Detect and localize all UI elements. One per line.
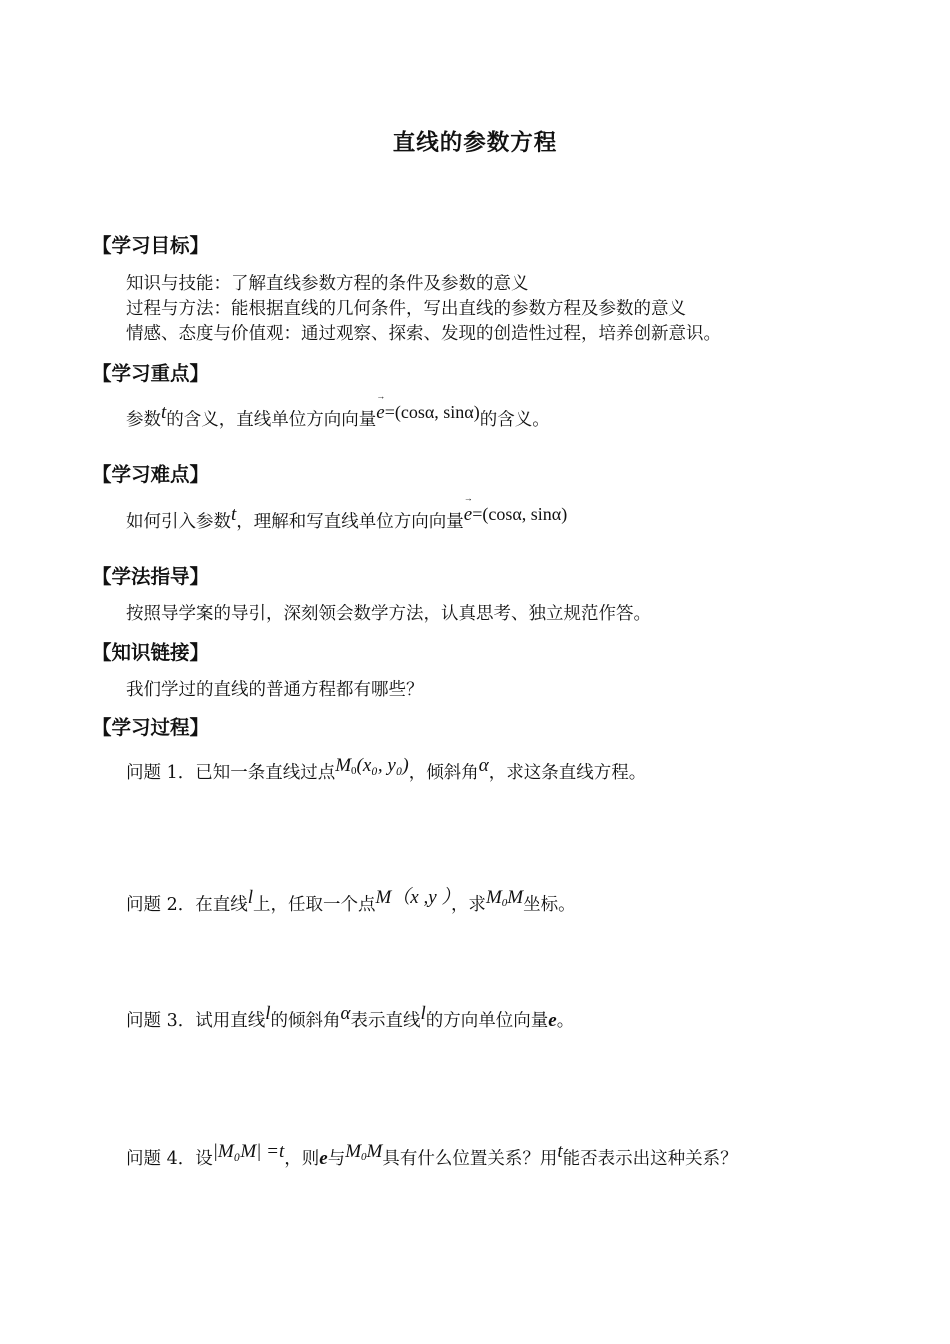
q1-point-sub: 0 xyxy=(351,765,357,777)
goals-line-1: 知识与技能：了解直线参数方程的条件及参数的意义 xyxy=(126,274,529,294)
q4-var-t: t xyxy=(557,1141,563,1162)
q1-post: ，求这条直线方程。 xyxy=(488,763,647,783)
q2-vec-sub: 0 xyxy=(501,897,508,909)
key-line xyxy=(126,402,550,431)
q1-mid: ，倾斜角 xyxy=(408,763,479,783)
q4-mid2: 与 xyxy=(327,1149,346,1169)
page-title: 直线的参数方程 xyxy=(392,130,558,156)
knowledge-heading: 【知识链接】 xyxy=(92,641,210,664)
key-var-t: t xyxy=(161,402,167,423)
q1-alpha: α xyxy=(478,755,489,776)
q4-vec-m2: M xyxy=(366,1141,383,1162)
question-2 xyxy=(126,889,576,916)
q3-mid2: 表示直线 xyxy=(350,1011,421,1031)
q2-vec-m: M xyxy=(485,887,502,908)
q3-alpha: α xyxy=(340,1003,351,1024)
q2-mid2: ，求 xyxy=(450,895,486,915)
q3-mid1: 的倾斜角 xyxy=(270,1011,341,1031)
q4-vec-sub: 0 xyxy=(361,1151,367,1163)
key-formula: =(cosα, sinα) xyxy=(384,402,480,422)
question-4 xyxy=(126,1141,738,1170)
process-heading: 【学习过程】 xyxy=(92,716,210,739)
q1-pre: 问题 1．已知一条直线过点 xyxy=(126,763,336,783)
difficulty-mid: ，理解和写直线单位方向向量 xyxy=(236,512,464,532)
key-vector-e: → e xyxy=(376,402,384,424)
knowledge-text: 我们学过的直线的普通方程都有哪些？ xyxy=(126,680,424,700)
q3-line-l: l xyxy=(265,1003,271,1024)
q4-vec-m: M xyxy=(345,1141,362,1162)
q3-vector-e: e xyxy=(548,1010,557,1031)
key-heading: 【学习重点】 xyxy=(92,362,210,385)
q3-pre: 问题 3．试用直线 xyxy=(126,1011,266,1031)
key-pre: 参数 xyxy=(126,410,161,430)
difficulty-vector-e: → e xyxy=(464,504,472,526)
q4-vector-e: e xyxy=(319,1148,328,1169)
q3-post: 。 xyxy=(556,1011,575,1031)
q2-vec-m2: M xyxy=(507,887,524,908)
method-heading: 【学法指导】 xyxy=(92,565,210,588)
method-text: 按照导学案的导引，深刻领会数学方法，认真思考、独立规范作答。 xyxy=(126,604,651,624)
difficulty-var-t: t xyxy=(231,504,237,525)
q1-point: M xyxy=(335,755,352,776)
question-3 xyxy=(126,1003,575,1032)
goals-line-3: 情感、态度与价值观：通过观察、探索、发现的创造性过程，培养创新意识。 xyxy=(126,324,721,344)
q4-mid1: ，则 xyxy=(284,1149,320,1169)
difficulty-heading: 【学习难点】 xyxy=(92,463,210,486)
q3-mid3: 的方向单位向量 xyxy=(425,1011,549,1031)
q4-mid3: 具有什么位置关系？用 xyxy=(382,1149,558,1169)
q3-line-l2: l xyxy=(420,1003,426,1024)
key-mid: 的含义，直线单位方向向量 xyxy=(166,410,377,430)
goals-heading: 【学习目标】 xyxy=(92,234,210,257)
difficulty-line xyxy=(126,504,568,533)
question-1 xyxy=(126,755,647,784)
q2-post: 坐标。 xyxy=(523,895,576,915)
goals-line-2: 过程与方法：能根据直线的几何条件，写出直线的参数方程及参数的意义 xyxy=(126,299,686,319)
q4-pre: 问题 4．设 xyxy=(126,1149,213,1169)
difficulty-formula: =(cosα, sinα) xyxy=(472,504,568,524)
difficulty-pre: 如何引入参数 xyxy=(126,512,231,532)
q1-coords: (x₀, y₀) xyxy=(356,755,409,776)
q2-pre: 问题 2．在直线 xyxy=(126,895,248,915)
q4-abs-expr: |M₀M| =t xyxy=(212,1141,285,1162)
q4-post: 能否表示出这种关系？ xyxy=(562,1149,738,1169)
key-post: 的含义。 xyxy=(479,410,550,430)
q2-line-l: l xyxy=(247,887,253,908)
q2-point: M（x ,y ） xyxy=(375,887,451,908)
q2-mid1: 上，任取一个点 xyxy=(252,895,376,915)
